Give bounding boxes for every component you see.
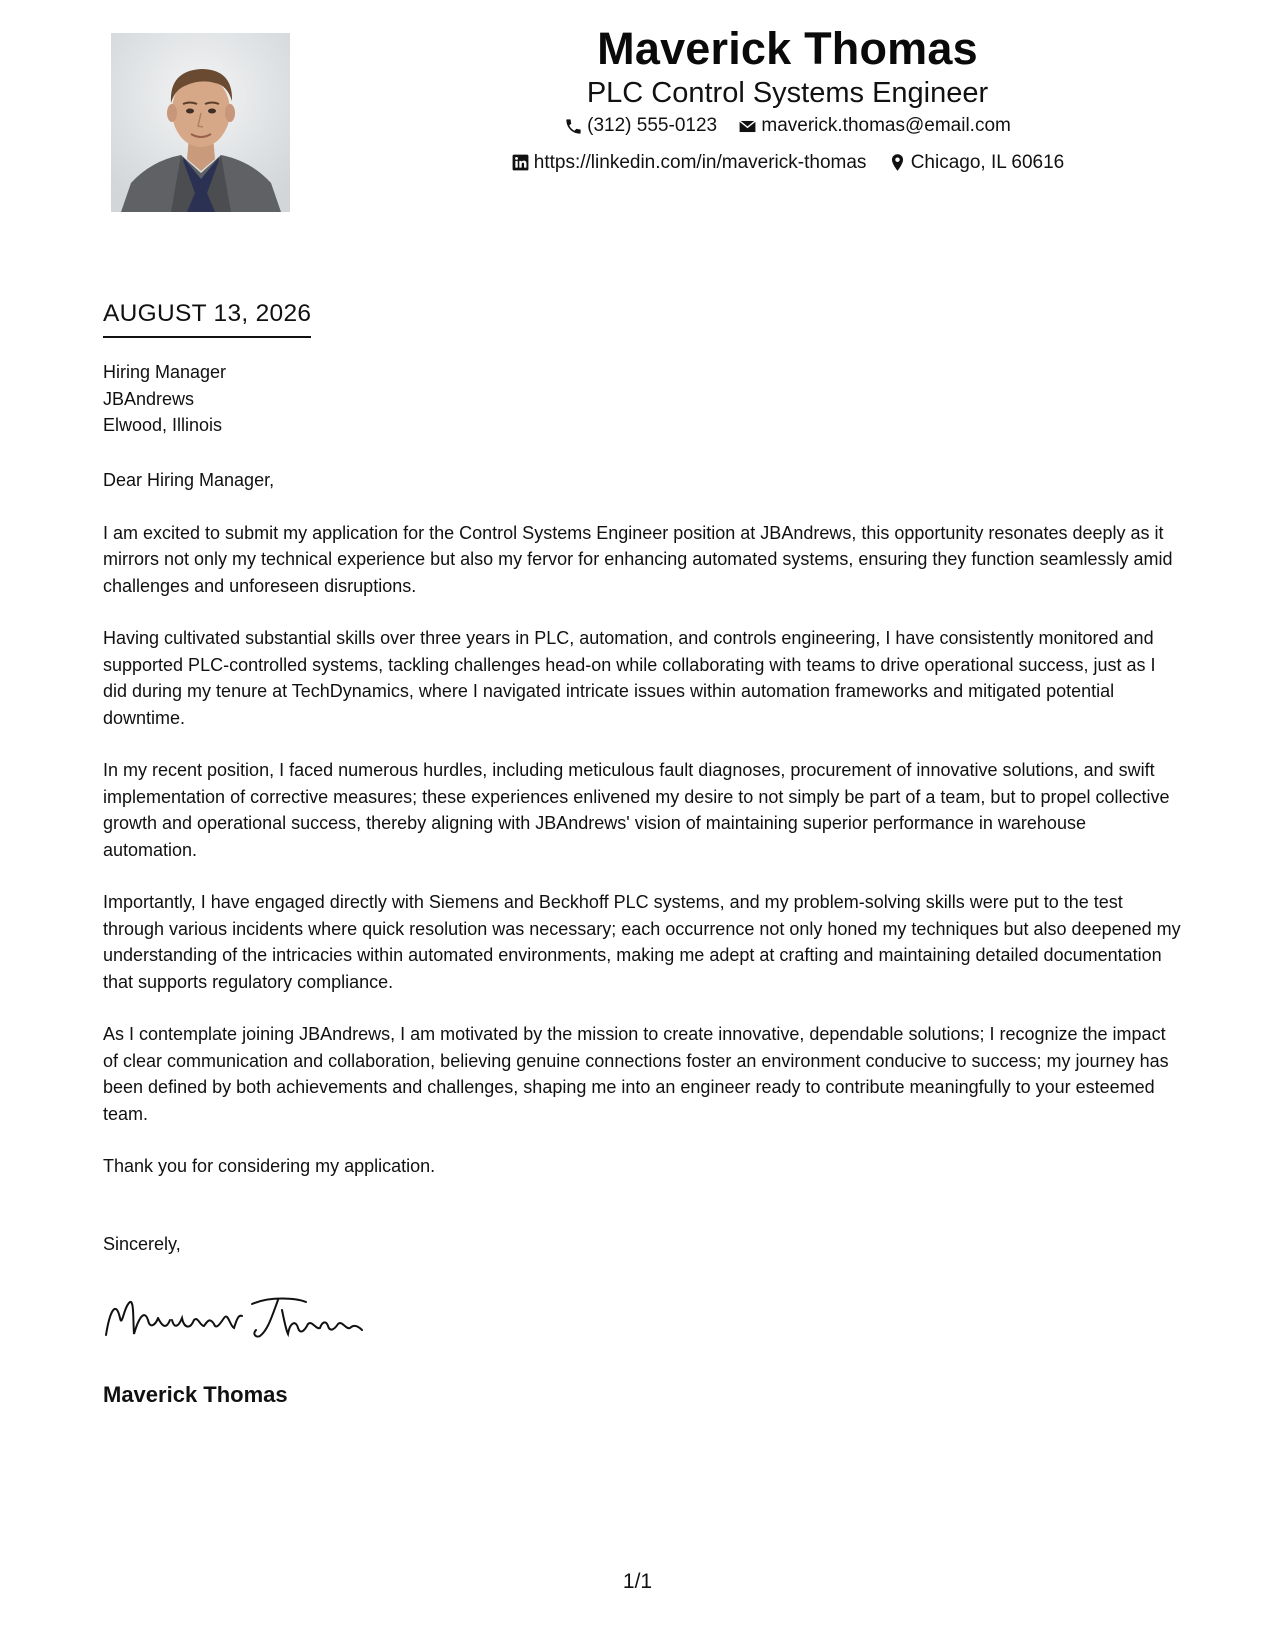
letter-date: AUGUST 13, 2026 [103, 300, 311, 338]
phone-icon [564, 117, 583, 136]
signer-name: Maverick Thomas [103, 1382, 288, 1407]
phone-text: (312) 555-0123 [587, 115, 718, 136]
body-paragraph: In my recent position, I faced numerous hurdles, including meticulous fault diagnoses, procurement of innovative solutions, and swift implementation of corrective measures; these experiences enlivened my desire to not simply be part of a team, but to propel collective growth and operational success, thereby aligning with JBAndrews' vision of maintaining superior performance in warehouse automation. [103, 760, 1170, 860]
person-portrait-icon [111, 33, 290, 212]
map-pin-icon [888, 153, 907, 172]
letter-body [103, 467, 1183, 1206]
page-indicator: 1/1 [622, 1570, 653, 1593]
body-paragraph: I am excited to submit my application for the Control Systems Engineer position at JBAndrews, this opportunity resonates deeply as it mirrors not only my technical experience but also my fervor for enhancing automated systems, ensuring they function seamlessly amid challenges and unforeseen disruptions. [103, 522, 1173, 596]
recipient-company: JBAndrews [103, 388, 195, 409]
closing: Sincerely, [103, 1234, 181, 1254]
linkedin-icon [511, 153, 530, 172]
email-link[interactable]: maverick.thomas@email.com [761, 115, 1011, 136]
contact-line-1 [300, 110, 1275, 147]
applicant-name: Maverick Thomas [597, 23, 978, 74]
profile-photo [111, 33, 290, 212]
salutation: Dear Hiring Manager, [103, 470, 275, 490]
body-paragraph: Thank you for considering my application. [103, 1156, 436, 1176]
contact-location [888, 147, 1065, 179]
body-paragraph: As I contemplate joining JBAndrews, I am motivated by the mission to create innovative, dependable solutions; I recognize the impact of clear communication and collaboration, believing genuine connections foster an environment conducive to success; my journey has been defined by both achievements and challenges, shaping me into an engineer ready to contribute meaningfully to your esteemed team. [103, 1024, 1169, 1124]
recipient-location: Elwood, Illinois [103, 415, 223, 435]
letter-header [300, 22, 1275, 183]
contact-phone [564, 110, 717, 142]
contact-linkedin [511, 147, 867, 179]
envelope-icon [738, 117, 757, 136]
body-paragraph: Having cultivated substantial skills over three years in PLC, automation, and controls engineering, I have consistently monitored and supported PLC-controlled systems, tackling challenges head-on while collaborating with teams to drive operational success, just as I did during my tenure at TechDynamics, where I navigated intricate issues within automation frameworks and mitigated potential downtime. [103, 628, 1156, 728]
recipient-block [103, 359, 226, 439]
contact-line-2 [300, 147, 1275, 184]
recipient-name: Hiring Manager [103, 362, 227, 382]
contact-email [738, 110, 1010, 142]
location-text: Chicago, IL 60616 [910, 151, 1065, 173]
linkedin-link[interactable]: https://linkedin.com/in/maverick-thomas [533, 151, 867, 173]
applicant-title: PLC Control Systems Engineer [586, 77, 989, 109]
handwritten-signature [100, 1290, 370, 1355]
body-paragraph: Importantly, I have engaged directly with Siemens and Beckhoff PLC systems, and my problem-solving skills were put to the test through various incidents where quick resolution was necessary; each occurrence not only honed my techniques but also deepened my understanding of the intricacies within automated environments, making me adept at crafting and maintaining detailed documentation that supports regulatory compliance. [103, 892, 1181, 992]
